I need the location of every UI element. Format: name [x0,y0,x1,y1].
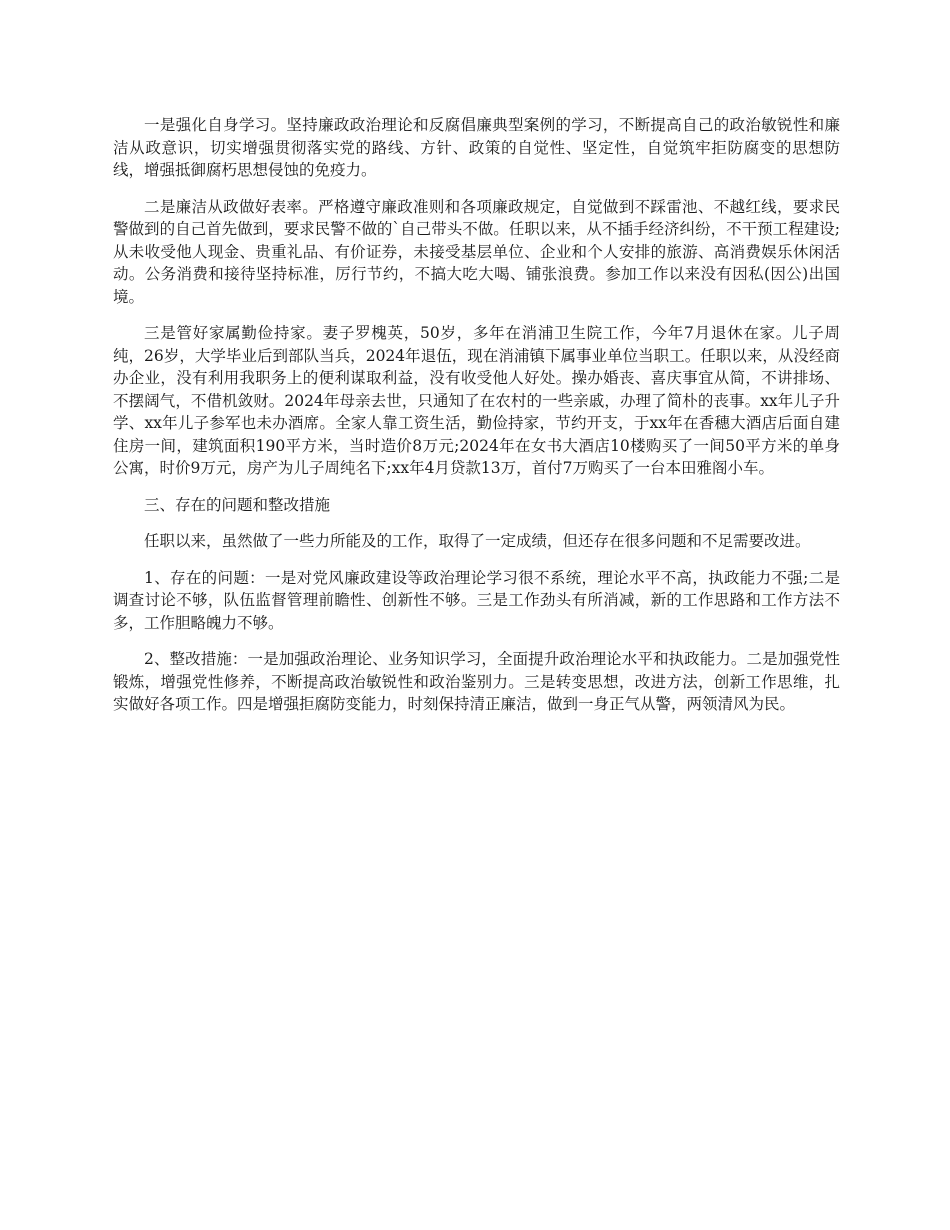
paragraph-problems: 1、存在的问题：一是对党风廉政建设等政治理论学习很不系统，理论水平不高，执政能力不强;二是调查讨论不够，队伍监督管理前瞻性、创新性不够。三是工作劲头有所消减，新的工作思路和工作方法不多，工作胆略魄力不够。 [113,568,840,632]
paragraph-family: 三是管好家属勤俭持家。妻子罗槐英，50岁，多年在消浦卫生院工作，今年7月退休在家。儿子周纯，26岁，大学毕业后到部队当兵，2024年退伍，现在消浦镇下属事业单位当职工。任职以来，从没经商办企业，没有利用我职务上的便利谋取利益，没有收受他人好处。操办婚丧、喜庆事宜从简，不讲排场、不摆阔气，不借机敛财。2024年母亲去世，只通知了在农村的一些亲戚，办理了简朴的丧事。xx年儿子升学、xx年儿子参军也未办酒席。全家人靠工资生活，勤俭持家，节约开支，于xx年在香穗大酒店后面自建住房一间，建筑面积190平方米，当时造价8万元;2024年在女书大酒店10楼购买了一间50平方米的单身公寓，时价9万元，房产为儿子周纯名下;xx年4月贷款13万，首付7万购买了一台本田雅阁小车。 [113,324,840,477]
section-heading-problems: 三、存在的问题和整改措施 [144,495,331,514]
paragraph-intro-problems: 任职以来，虽然做了一些力所能及的工作，取得了一定成绩，但还存在很多问题和不足需要改进。 [144,532,811,550]
document-page [113,114,840,730]
paragraph-measures: 2、整改措施：一是加强政治理论、业务知识学习，全面提升政治理论水平和执政能力。二是加强党性锻炼，增强党性修养，不断提高政治敏锐性和政治鉴别力。三是转变思想，改进方法，创新工作思维，扎实做好各项工作。四是增强拒腐防变能力，时刻保持清正廉洁，做到一身正气从警，两领清风为民。 [113,650,840,713]
paragraph-self-study: 一是强化自身学习。坚持廉政政治理论和反腐倡廉典型案例的学习，不断提高自己的政治敏锐性和廉洁从政意识，切实增强贯彻落实党的路线、方针、政策的自觉性、坚定性，自觉筑牢拒防腐变的思想防线，增强抵御腐朽思想侵蚀的免疫力。 [113,116,840,179]
paragraph-integrity: 二是廉洁从政做好表率。严格遵守廉政准则和各项廉政规定，自觉做到不踩雷池、不越红线，要求民警做到的自己首先做到，要求民警不做的`自己带头不做。任职以来，从不插手经济纠纷，不干预工程建设;从未收受他人现金、贵重礼品、有价证券，未接受基层单位、企业和个人安排的旅游、高消费娱乐休闲活动。公务消费和接待坚持标准，厉行节约，不搞大吃大喝、铺张浪费。参加工作以来没有因私(因公)出国境。 [113,197,840,306]
